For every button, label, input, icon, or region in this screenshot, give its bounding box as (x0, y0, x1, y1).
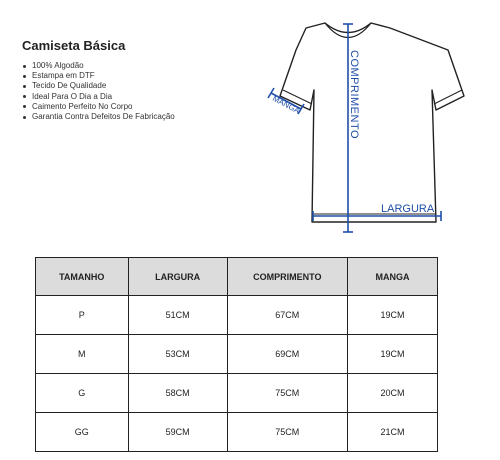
width-label: LARGURA (381, 203, 435, 215)
table-header-row (36, 258, 438, 296)
cell-width: 53CM (128, 335, 227, 374)
cell-size: GG (36, 413, 129, 452)
cell-sleeve: 19CM (347, 296, 437, 335)
cell-length: 75CM (227, 374, 347, 413)
feature-item: Ideal Para O Dia a Dia (22, 92, 175, 102)
cell-sleeve: 21CM (347, 413, 437, 452)
cell-length: 69CM (227, 335, 347, 374)
header-length: COMPRIMENTO (227, 258, 347, 296)
size-table (35, 257, 438, 452)
feature-item: Tecido De Qualidade (22, 81, 175, 91)
cell-width: 58CM (128, 374, 227, 413)
cell-sleeve: 20CM (347, 374, 437, 413)
table-row (36, 374, 438, 413)
cell-size: M (36, 335, 129, 374)
header-size: TAMANHO (36, 258, 129, 296)
tshirt-diagram (260, 14, 480, 239)
feature-item: 100% Algodão (22, 61, 175, 71)
cell-size: P (36, 296, 129, 335)
feature-item: Estampa em DTF (22, 71, 175, 81)
cell-size: G (36, 374, 129, 413)
tshirt-outline (280, 23, 464, 222)
cell-length: 67CM (227, 296, 347, 335)
product-title: Camiseta Básica (22, 38, 126, 53)
feature-item: Garantia Contra Defeitos De Fabricação (22, 112, 175, 122)
feature-item: Caimento Perfeito No Corpo (22, 102, 175, 112)
feature-list (22, 61, 175, 122)
tshirt-right-cuff (434, 90, 462, 104)
sleeve-label: MANGA (271, 93, 302, 116)
table-row (36, 335, 438, 374)
header-sleeve: MANGA (347, 258, 437, 296)
cell-width: 51CM (128, 296, 227, 335)
cell-sleeve: 19CM (347, 335, 437, 374)
cell-length: 75CM (227, 413, 347, 452)
table-row (36, 413, 438, 452)
header-width: LARGURA (128, 258, 227, 296)
length-label: COMPRIMENTO (348, 50, 360, 140)
cell-width: 59CM (128, 413, 227, 452)
table-row (36, 296, 438, 335)
